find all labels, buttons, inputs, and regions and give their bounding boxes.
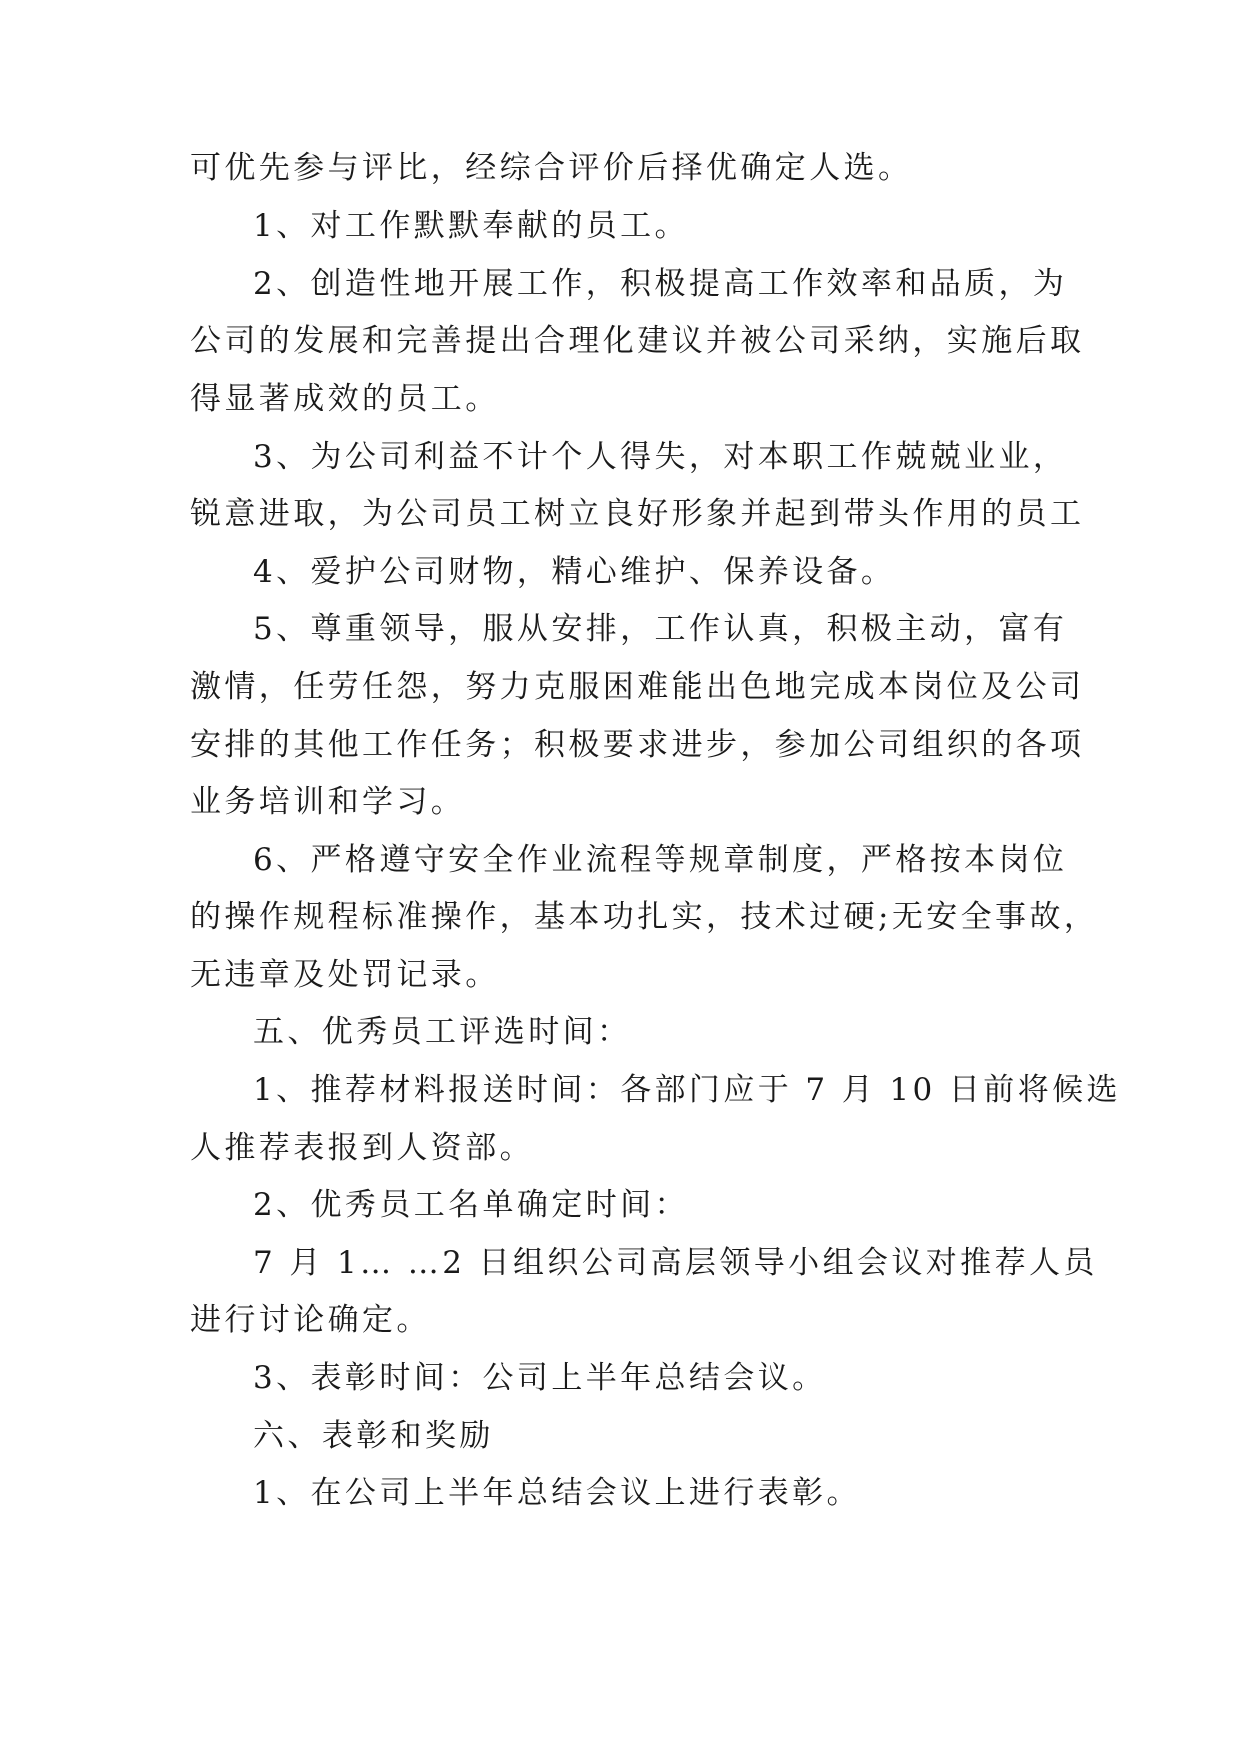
list-item-3: 3、为公司利益不计个人得失，对本职工作兢兢业业，: [253, 439, 1068, 475]
text-line: 公司的发展和完善提出合理化建议并被公司采纳，实施后取: [190, 323, 1085, 359]
text-line: 人推荐表报到人资部。: [190, 1130, 534, 1166]
text-line: 锐意进取，为公司员工树立良好形象并起到带头作用的员工: [190, 496, 1085, 532]
text-line: 得显著成效的员工。: [190, 381, 500, 417]
text-line: 激情，任劳任怨，努力克服困难能出色地完成本岗位及公司: [190, 669, 1085, 705]
list-item-3: 3、表彰时间：公司上半年总结会议。: [253, 1360, 827, 1396]
list-item-4: 4、爱护公司财物，精心维护、保养设备。: [253, 554, 896, 590]
list-item-5: 5、尊重领导，服从安排，工作认真，积极主动，富有: [253, 611, 1068, 647]
section-heading-5: 五、优秀员工评选时间：: [253, 1014, 632, 1050]
text-line: 可优先参与评比，经综合评价后择优确定人选。: [190, 150, 913, 186]
text-line: 业务培训和学习。: [190, 784, 466, 820]
list-item-1: 1、对工作默默奉献的员工。: [253, 208, 689, 244]
list-item-2: 2、优秀员工名单确定时间：: [253, 1187, 689, 1223]
list-item-6: 6、严格遵守安全作业流程等规章制度，严格按本岗位: [253, 842, 1068, 878]
section-heading-6: 六、表彰和奖励: [253, 1418, 494, 1454]
text-line: 进行讨论确定。: [190, 1302, 431, 1338]
text-line: 7 月 1… …2 日组织公司高层领导小组会议对推荐人员: [253, 1245, 1098, 1281]
text-line: 安排的其他工作任务；积极要求进步，参加公司组织的各项: [190, 727, 1085, 763]
list-item-2: 2、创造性地开展工作，积极提高工作效率和品质，为: [253, 266, 1068, 302]
list-item-1: 1、推荐材料报送时间：各部门应于 7 月 10 日前将候选: [253, 1072, 1121, 1108]
text-line: 无违章及处罚记录。: [190, 957, 500, 993]
list-item-1: 1、在公司上半年总结会议上进行表彰。: [253, 1475, 861, 1511]
text-line: 的操作规程标准操作，基本功扎实，技术过硬;无安全事故，: [190, 899, 1099, 935]
